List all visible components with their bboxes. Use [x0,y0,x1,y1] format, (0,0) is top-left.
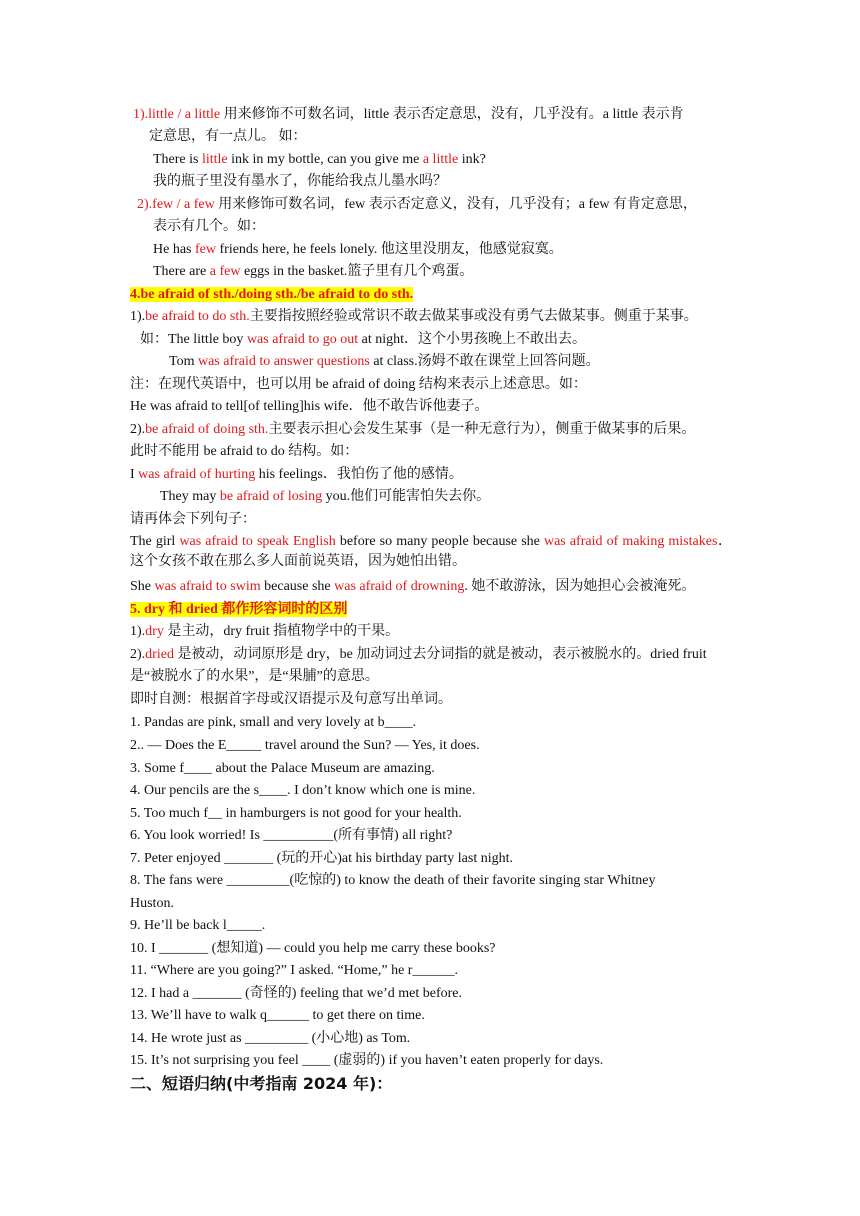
quiz-item-3: 3. Some f____ about the Palace Museum are amazing. [130,761,435,776]
line-little-def-cont: 定意思，有一点儿。 如： [149,129,307,144]
quiz-item-7: 7. Peter enjoyed _______ (玩的开心)at his birthday party last night. [130,851,513,866]
quiz-item-10: 10. I _______ (想知道) — could you help me carry these books? [130,941,496,956]
quiz-item-6: 6. You look worried! Is __________(所有事情) all right? [130,828,453,843]
quiz-item-4: 4. Our pencils are the s____. I don’t know which one is mine. [130,783,476,798]
line-compare-example-2: She was afraid to swim because she was afraid of drowning. 她不敢游泳，因为她担心会被淹死。 [130,579,696,594]
section-heading-dry: 5. dry 和 dried 都作形容词时的区别 [130,602,348,617]
line-afraid-of-example: I was afraid of hurting his feelings．我怕伤了他的感情。 [130,467,463,482]
line-dried-def-cont: 是“被脱水了的水果”，是“果脯”的意思。 [130,669,379,684]
line-afraid-of-def: 2).be afraid of doing sth.主要表示担心会发生某事（是一种无意行为），侧重于做某事的后果。 [130,422,696,437]
line-few-example: He has few friends here, he feels lonely. 他这里没朋友，他感觉寂寞。 [153,242,563,257]
quiz-item-11: 11. “Where are you going?” I asked. “Home,” he r______. [130,963,458,978]
line-little-example: There is little ink in my bottle, can you give me a little ink? [153,152,486,167]
quiz-item-8: 8. The fans were _________(吃惊的) to know the death of their favorite singing star Whitney [130,873,656,888]
line-little-def: 1).little / a little 用来修饰不可数名词，little 表示否定意思，没有，几乎没有。a little 表示肯 [133,107,684,122]
line-note: 注：在现代英语中，也可以用 be afraid of doing 结构来表示上述意思。如： [130,377,587,392]
line-afraid-of-def-cont: 此时不能用 be afraid to do 结构。如： [130,444,359,459]
section-heading-phrases: 二、短语归纳(中考指南 2024 年)： [130,1074,393,1093]
line-little-translation: 我的瓶子里没有墨水了，你能给我点儿墨水吗？ [153,174,447,189]
line-dried-def: 2).dried 是被动，动词原形是 dry，be 加动词过去分词指的就是被动，表示被脱水的。dried fruit [130,647,707,662]
line-afew-example: There are a few eggs in the basket.篮子里有几个鸡蛋。 [153,264,474,279]
quiz-item-5: 5. Too much f__ in hamburgers is not good for your health. [130,806,462,821]
quiz-item-12: 12. I had a _______ (奇怪的) feeling that we’d met before. [130,986,463,1001]
line-afraid-to-def: 1).be afraid to do sth.主要指按照经验或常识不敢去做某事或没有勇气去做某事。侧重于某事。 [130,309,698,324]
section-heading-afraid: 4.be afraid of sth./doing sth./be afraid to do sth. [130,287,414,302]
line-dry-def: 1).dry 是主动，dry fruit 指植物学中的干果。 [130,624,400,639]
line-few-def: 2).few / a few 用来修饰可数名词，few 表示否定意义，没有，几乎没有；a few 有肯定意思， [137,197,697,212]
quiz-item-13: 13. We’ll have to walk q______ to get there on time. [130,1008,425,1023]
quiz-item-2: 2.. — Does the E_____ travel around the Sun? — Yes, it does. [130,738,480,753]
quiz-item-1: 1. Pandas are pink, small and very lovely at b____. [130,715,417,730]
line-afraid-to-example-2: Tom was afraid to answer questions at class.汤姆不敢在课堂上回答问题。 [169,354,600,369]
line-quiz-instruction: 即时自测：根据首字母或汉语提示及句意写出单词。 [130,692,452,707]
quiz-item-8-cont: Huston. [130,896,174,911]
line-afraid-of-example-2: They may be afraid of losing you.他们可能害怕失去你。 [160,489,491,504]
quiz-item-14: 14. He wrote just as _________ (小心地) as Tom. [130,1031,411,1046]
line-few-def-cont: 表示有几个。如： [153,219,265,234]
quiz-item-15: 15. It’s not surprising you feel ____ (虚弱的) if you haven’t eaten properly for days. [130,1053,604,1068]
line-compare-example-1: The girl was afraid to speak English before so many people because she was afraid of making mistakes．这个女孩不敢在那么多人面前说英语，因为她怕出错。 [130,534,732,569]
quiz-item-9: 9. He’ll be back l_____. [130,918,266,933]
line-note-example: He was afraid to tell[of telling]his wife．他不敢告诉他妻子。 [130,399,489,414]
line-afraid-to-example: 如：The little boy was afraid to go out at night．这个小男孩晚上不敢出去。 [140,332,587,347]
line-compare-intro: 请再体会下列句子： [130,512,256,527]
